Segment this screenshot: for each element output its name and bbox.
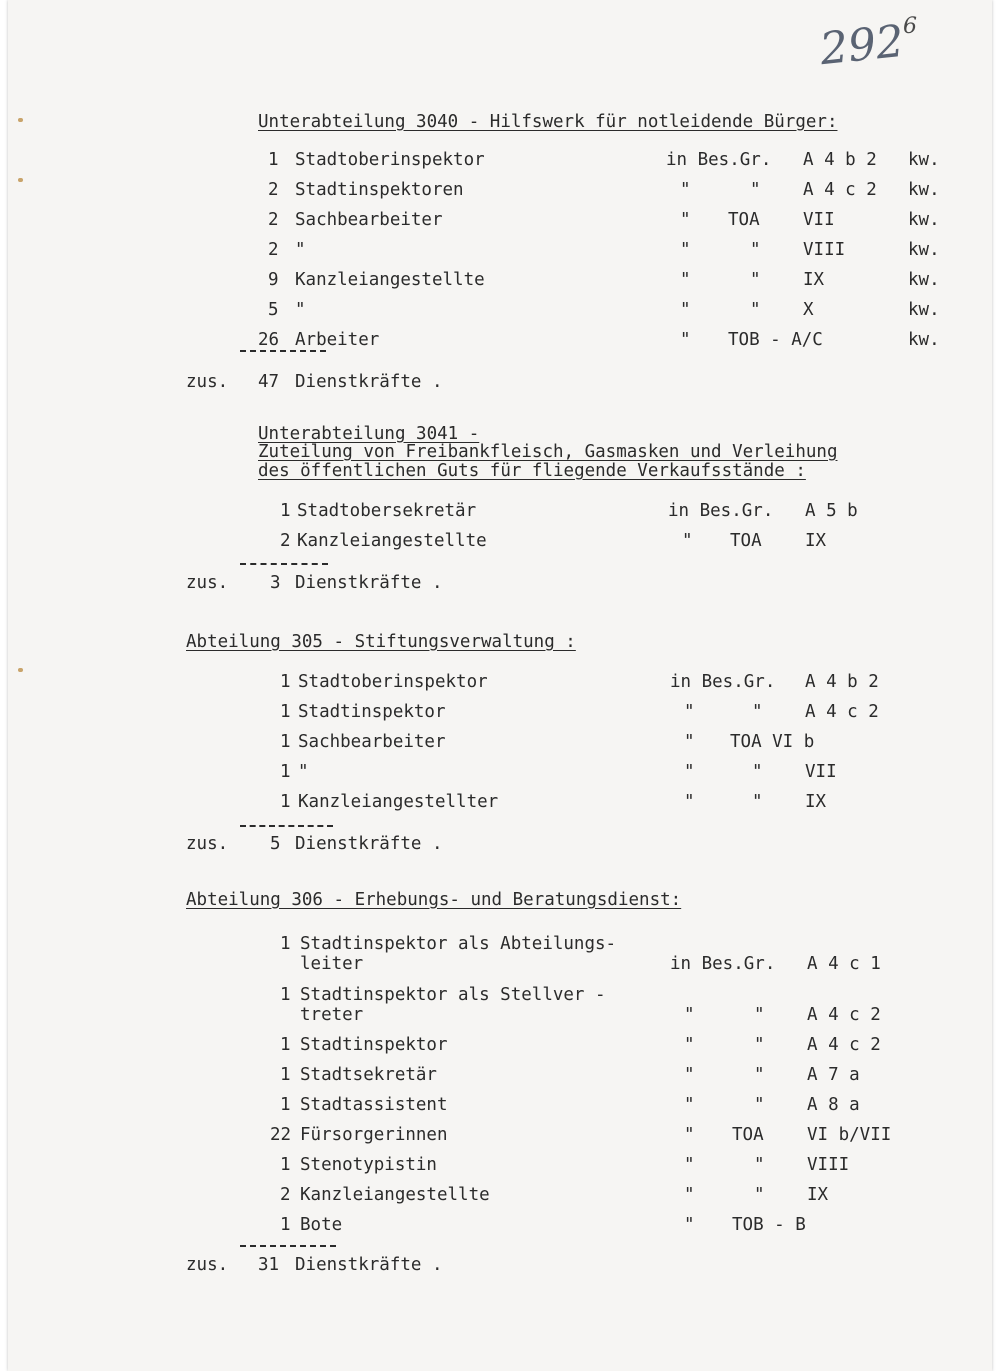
- staff-count: 2: [280, 1185, 291, 1205]
- staff-position-continued: leiter: [300, 954, 364, 974]
- total-label: zus.: [186, 834, 229, 854]
- pay-scale: TOB - B: [732, 1215, 806, 1235]
- pay-grade: X: [803, 300, 814, 320]
- pay-reference: in Bes.Gr.: [670, 672, 776, 692]
- staff-count: 2: [280, 531, 291, 551]
- staff-position: Bote: [300, 1215, 343, 1235]
- staff-position: Fürsorgerinnen: [300, 1125, 448, 1145]
- pay-reference: ": [682, 531, 693, 551]
- document-page: [8, 0, 992, 1371]
- pay-reference: ": [684, 1065, 695, 1085]
- handwritten-sheet-number: 6: [903, 14, 917, 39]
- pay-scale: ": [754, 1035, 765, 1055]
- staff-position: Sachbearbeiter: [298, 732, 446, 752]
- staff-position: Stenotypistin: [300, 1155, 437, 1175]
- staff-position: Stadtinspektor als Stellver -: [300, 985, 606, 1005]
- staff-count: 1: [280, 501, 291, 521]
- pay-reference: ": [684, 1155, 695, 1175]
- staff-count: 26: [258, 330, 280, 350]
- staff-position: Sachbearbeiter: [295, 210, 443, 230]
- staff-count: 9: [268, 270, 279, 290]
- pay-reference: ": [680, 330, 691, 350]
- pay-grade: A 7 a: [807, 1065, 860, 1085]
- section-heading: Abteilung 306 - Erhebungs- und Beratungsdienst:: [186, 890, 682, 910]
- staff-position: Kanzleiangestellter: [298, 792, 499, 812]
- handwritten-page-number: 292: [817, 15, 907, 76]
- pay-grade: A 4 c 1: [807, 954, 881, 974]
- staff-count: 1: [280, 1065, 291, 1085]
- staff-count: 1: [280, 1095, 291, 1115]
- pay-reference: ": [684, 1005, 695, 1025]
- staff-count: 1: [280, 762, 291, 782]
- staff-position: ": [298, 762, 309, 782]
- pay-grade: IX: [803, 270, 825, 290]
- pay-grade: VI b/VII: [807, 1125, 892, 1145]
- pay-scale: ": [750, 300, 761, 320]
- pay-grade: VII: [803, 210, 835, 230]
- pay-reference: ": [680, 300, 691, 320]
- staff-count: 2: [268, 240, 279, 260]
- section-heading: des öffentlichen Guts für fliegende Verkaufsstände :: [258, 461, 806, 481]
- pay-scale: ": [754, 1065, 765, 1085]
- pay-reference: in Bes.Gr.: [668, 501, 774, 521]
- section-heading: Zuteilung von Freibankfleisch, Gasmasken und Verleihung: [258, 442, 838, 462]
- pay-scale: ": [754, 1095, 765, 1115]
- section-heading: Abteilung 305 - Stiftungsverwaltung :: [186, 632, 576, 652]
- total-text: Dienstkräfte .: [295, 573, 443, 593]
- sum-separator-line: [240, 350, 326, 352]
- staff-count: 2: [268, 210, 279, 230]
- pay-grade: A 4 c 2: [807, 1035, 881, 1055]
- pay-grade: VII: [805, 762, 837, 782]
- section-heading: Unterabteilung 3041 -: [258, 424, 480, 444]
- pay-grade: A 4 c 2: [805, 702, 879, 722]
- punch-mark: [18, 178, 23, 182]
- staff-count: 1: [280, 732, 291, 752]
- total-count: 5: [270, 834, 281, 854]
- staff-position: ": [295, 300, 306, 320]
- punch-mark: [18, 118, 23, 122]
- total-count: 47: [258, 372, 280, 392]
- pay-grade: IX: [805, 531, 827, 551]
- staff-count: 1: [280, 792, 291, 812]
- pay-reference: ": [684, 792, 695, 812]
- staff-position: Stadtassistent: [300, 1095, 448, 1115]
- pay-reference: ": [684, 1185, 695, 1205]
- pay-reference: in Bes.Gr.: [670, 954, 776, 974]
- pay-reference: in Bes.Gr.: [666, 150, 772, 170]
- pay-scale: ": [752, 762, 763, 782]
- pay-reference: ": [684, 732, 695, 752]
- pay-reference: ": [680, 210, 691, 230]
- staff-count: 5: [268, 300, 279, 320]
- pay-scale: ": [754, 1155, 765, 1175]
- sum-separator-line: [240, 563, 328, 565]
- pay-scale: ": [752, 702, 763, 722]
- kw-note: kw.: [908, 330, 940, 350]
- sum-separator-line: [240, 1245, 336, 1247]
- staff-position: Stadtinspektoren: [295, 180, 464, 200]
- pay-scale: TOA: [730, 531, 762, 551]
- pay-scale: ": [750, 270, 761, 290]
- kw-note: kw.: [908, 150, 940, 170]
- staff-count: 2: [268, 180, 279, 200]
- pay-scale: TOA: [728, 210, 760, 230]
- total-count: 31: [258, 1255, 280, 1275]
- total-text: Dienstkräfte .: [295, 834, 443, 854]
- pay-scale: ": [750, 240, 761, 260]
- staff-position: Stadtinspektor: [300, 1035, 448, 1055]
- staff-position: Stadtinspektor als Abteilungs-: [300, 934, 617, 954]
- section-heading: Unterabteilung 3040 - Hilfswerk für notleidende Bürger:: [258, 112, 838, 132]
- pay-reference: ": [684, 1125, 695, 1145]
- pay-grade: A 4 b 2: [803, 150, 877, 170]
- staff-position: Stadtoberinspektor: [298, 672, 488, 692]
- staff-position: Stadtsekretär: [300, 1065, 437, 1085]
- pay-grade: A 5 b: [805, 501, 858, 521]
- pay-grade: A 4 b 2: [805, 672, 879, 692]
- staff-count: 1: [280, 702, 291, 722]
- staff-position: Kanzleiangestellte: [297, 531, 487, 551]
- pay-reference: ": [680, 240, 691, 260]
- total-label: zus.: [186, 1255, 229, 1275]
- pay-scale: TOA: [732, 1125, 764, 1145]
- pay-reference: ": [680, 180, 691, 200]
- pay-scale: ": [752, 792, 763, 812]
- staff-count: 1: [280, 672, 291, 692]
- kw-note: kw.: [908, 210, 940, 230]
- staff-position: ": [295, 240, 306, 260]
- staff-position: Kanzleiangestellte: [295, 270, 485, 290]
- staff-position: Kanzleiangestellte: [300, 1185, 490, 1205]
- staff-position: Stadtobersekretär: [297, 501, 477, 521]
- total-count: 3: [270, 573, 281, 593]
- staff-position: Arbeiter: [295, 330, 380, 350]
- pay-grade: A 4 c 2: [803, 180, 877, 200]
- pay-reference: ": [684, 1095, 695, 1115]
- pay-grade: VIII: [803, 240, 846, 260]
- sum-separator-line: [240, 825, 333, 827]
- staff-count: 22: [270, 1125, 292, 1145]
- total-text: Dienstkräfte .: [295, 372, 443, 392]
- pay-grade: VIII: [807, 1155, 850, 1175]
- pay-scale: ": [754, 1005, 765, 1025]
- pay-reference: ": [684, 762, 695, 782]
- pay-grade: IX: [805, 792, 827, 812]
- pay-scale: TOA VI b: [730, 732, 815, 752]
- pay-grade: A 4 c 2: [807, 1005, 881, 1025]
- staff-count: 1: [280, 1155, 291, 1175]
- pay-grade: A 8 a: [807, 1095, 860, 1115]
- punch-mark: [18, 668, 23, 672]
- pay-scale: TOB - A/C: [728, 330, 823, 350]
- pay-scale: ": [750, 180, 761, 200]
- total-label: zus.: [186, 573, 229, 593]
- total-label: zus.: [186, 372, 229, 392]
- pay-reference: ": [684, 702, 695, 722]
- pay-reference: ": [680, 270, 691, 290]
- kw-note: kw.: [908, 300, 940, 320]
- staff-count: 1: [280, 985, 291, 1005]
- pay-reference: ": [684, 1215, 695, 1235]
- pay-scale: ": [754, 1185, 765, 1205]
- staff-position: Stadtoberinspektor: [295, 150, 485, 170]
- staff-position: Stadtinspektor: [298, 702, 446, 722]
- pay-reference: ": [684, 1035, 695, 1055]
- staff-count: 1: [280, 1035, 291, 1055]
- kw-note: kw.: [908, 180, 940, 200]
- kw-note: kw.: [908, 240, 940, 260]
- total-text: Dienstkräfte .: [295, 1255, 443, 1275]
- kw-note: kw.: [908, 270, 940, 290]
- staff-count: 1: [280, 1215, 291, 1235]
- staff-position-continued: treter: [300, 1005, 364, 1025]
- pay-grade: IX: [807, 1185, 829, 1205]
- staff-count: 1: [280, 934, 291, 954]
- staff-count: 1: [268, 150, 279, 170]
